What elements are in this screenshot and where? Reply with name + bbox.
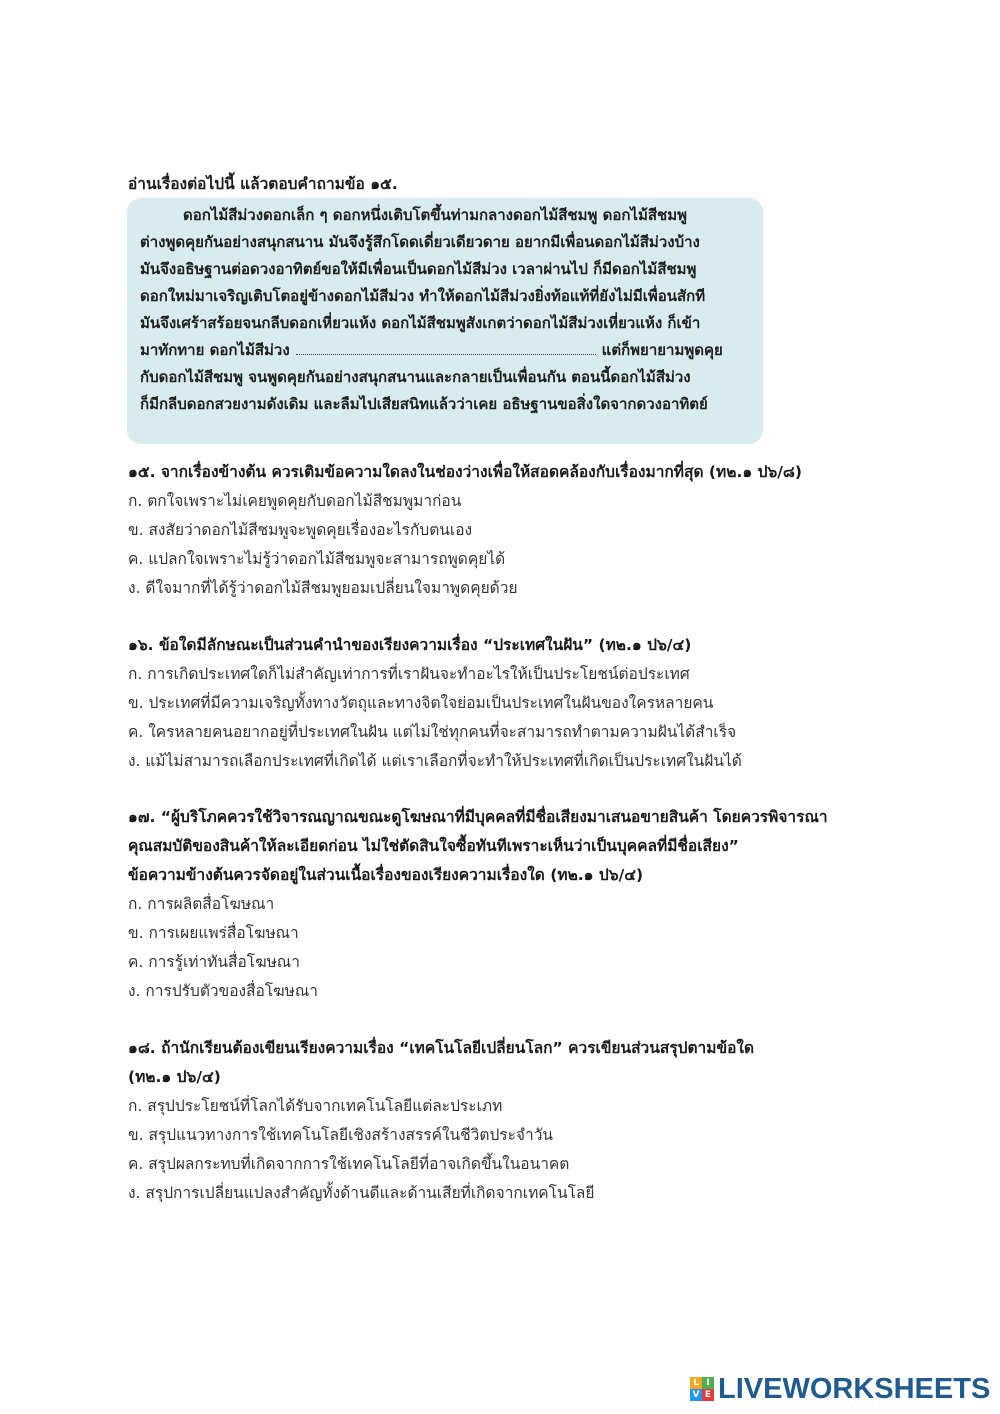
option[interactable]: ก. ตกใจเพราะไม่เคยพูดคุยกับดอกไม้สีชมพูมาก่อน xyxy=(128,492,462,510)
option[interactable]: ง. การปรับตัวของสื่อโฆษณา xyxy=(128,982,318,1000)
passage-line: มันจึงเศร้าสร้อยจนกลีบดอกเหี่ยวแห้ง ดอกไม้สีชมพูสังเกตว่าดอกไม้สีม่วงเหี่ยวแห้ง ก็เข้า xyxy=(140,314,701,332)
question-17-stem: ๑๗. “ผู้บริโภคควรใช้วิจารณญาณขณะดูโฆษณาที่มีบุคคลที่มีชื่อเสียงมาเสนอขายสินค้า โดยควรพิจารณา xyxy=(128,808,828,826)
question-17-stem: ข้อความข้างต้นควรจัดอยู่ในส่วนเนื้อเรื่องของเรียงความเรื่องใด (ท๒.๑ ป๖/๔) xyxy=(128,866,644,884)
passage-blank-line xyxy=(140,338,723,362)
option[interactable]: ง. แม้ไม่สามารถเลือกประเทศที่เกิดได้ แต่เราเลือกที่จะทำให้ประเทศที่เกิดเป็นประเทศในฝันได้ xyxy=(128,752,742,770)
question-16-stem: ๑๖. ข้อใดมีลักษณะเป็นส่วนคำนำของเรียงความเรื่อง “ประเทศในฝัน” (ท๒.๑ ป๖/๔) xyxy=(128,636,692,654)
passage-line: กับดอกไม้สีชมพู จนพูดคุยกันอย่างสนุกสนานและกลายเป็นเพื่อนกัน ตอนนี้ดอกไม้สีม่วง xyxy=(140,368,691,386)
option[interactable]: ข. สรุปแนวทางการใช้เทคโนโลยีเชิงสร้างสรรค์ในชีวิตประจำวัน xyxy=(128,1126,554,1144)
option[interactable]: ค. ใครหลายคนอยากอยู่ที่ประเทศในฝัน แต่ไม่ใช่ทุกคนที่จะสามารถทำตามความฝันได้สำเร็จ xyxy=(128,723,737,741)
option[interactable]: ก. การเกิดประเทศใดก็ไม่สำคัญเท่าการที่เราฝันจะทำอะไรให้เป็นประโยชน์ต่อประเทศ xyxy=(128,665,690,683)
logo-mark-letter: L xyxy=(690,1377,702,1389)
logo-text: LIVEWORKSHEETS xyxy=(718,1372,991,1405)
logo-mark-letter: E xyxy=(702,1389,714,1401)
option[interactable]: ง. ดีใจมากที่ได้รู้ว่าดอกไม้สีชมพูยอมเปลี่ยนใจมาพูดคุยด้วย xyxy=(128,579,518,597)
logo-mark-letter: I xyxy=(702,1377,714,1389)
option[interactable]: ค. การรู้เท่าทันสื่อโฆษณา xyxy=(128,953,300,971)
question-18-stem: (ท๒.๑ ป๖/๔) xyxy=(128,1068,221,1086)
passage-blank-end: แต่ก็พยายามพูดคุย xyxy=(601,341,723,359)
passage-line: ดอกไม้สีม่วงดอกเล็ก ๆ ดอกหนึ่งเติบโตขึ้นท่ามกลางดอกไม้สีชมพู ดอกไม้สีชมพู xyxy=(183,206,687,224)
liveworksheets-mark-icon xyxy=(690,1377,714,1401)
instruction-text: อ่านเรื่องต่อไปนี้ แล้วตอบคำถามข้อ ๑๕. xyxy=(128,175,398,193)
option[interactable]: ง. สรุปการเปลี่ยนแปลงสำคัญทั้งด้านดีและด้านเสียที่เกิดจากเทคโนโลยี xyxy=(128,1184,595,1202)
liveworksheets-logo xyxy=(690,1373,990,1405)
passage-blank-start: มาทักทาย ดอกไม้สีม่วง xyxy=(140,341,290,359)
logo-mark-letter: V xyxy=(690,1389,702,1401)
question-17-stem: คุณสมบัติของสินค้าให้ละเอียดก่อน ไม่ใช่ตัดสินใจซื้อทันทีเพราะเห็นว่าเป็นบุคคลที่มีชื่อเสียง” xyxy=(128,837,739,855)
option[interactable]: ก. สรุปประโยชน์ที่โลกได้รับจากเทคโนโลยีแต่ละประเภท xyxy=(128,1097,503,1115)
passage-line: ต่างพูดคุยกันอย่างสนุกสนาน มันจึงรู้สึกโดดเดี่ยวเดียวดาย อยากมีเพื่อนดอกไม้สีม่วงบ้าง xyxy=(140,233,700,251)
passage-line: มันจึงอธิษฐานต่อดวงอาทิตย์ขอให้มีเพื่อนเป็นดอกไม้สีม่วง เวลาผ่านไป ก็มีดอกไม้สีชมพู xyxy=(140,260,697,278)
passage-box xyxy=(127,198,763,444)
passage-line: ก็มีกลีบดอกสวยงามดังเดิม และลืมไปเสียสนิทแล้วว่าเคย อธิษฐานขอสิ่งใดจากดวงอาทิตย์ xyxy=(140,395,708,413)
question-15-stem: ๑๕. จากเรื่องข้างต้น ควรเติมข้อความใดลงในช่องว่างเพื่อให้สอดคล้องกับเรื่องมากที่สุด (ท๒.๑ ป๖/๘) xyxy=(128,463,802,481)
option[interactable]: ข. ประเทศที่มีความเจริญทั้งทางวัตถุและทางจิตใจย่อมเป็นประเทศในฝันของใครหลายคน xyxy=(128,694,714,712)
answer-blank[interactable] xyxy=(296,340,596,355)
option[interactable]: ก. การผลิตสื่อโฆษณา xyxy=(128,895,275,913)
option[interactable]: ค. แปลกใจเพราะไม่รู้ว่าดอกไม้สีชมพูจะสามารถพูดคุยได้ xyxy=(128,550,506,568)
option[interactable]: ข. การเผยแพร่สื่อโฆษณา xyxy=(128,924,299,942)
option[interactable]: ค. สรุปผลกระทบที่เกิดจากการใช้เทคโนโลยีที่อาจเกิดขึ้นในอนาคต xyxy=(128,1155,570,1173)
question-18-stem: ๑๘. ถ้านักเรียนต้องเขียนเรียงความเรื่อง “เทคโนโลยีเปลี่ยนโลก” ควรเขียนส่วนสรุปตามข้อใด xyxy=(128,1039,755,1057)
passage-line: ดอกใหม่มาเจริญเติบโตอยู่ข้างดอกไม้สีม่วง ทำให้ดอกไม้สีม่วงยิ่งท้อแท้ที่ยังไม่มีเพื่อนสักที xyxy=(140,287,706,305)
option[interactable]: ข. สงสัยว่าดอกไม้สีชมพูจะพูดคุยเรื่องอะไรกับตนเอง xyxy=(128,521,473,539)
